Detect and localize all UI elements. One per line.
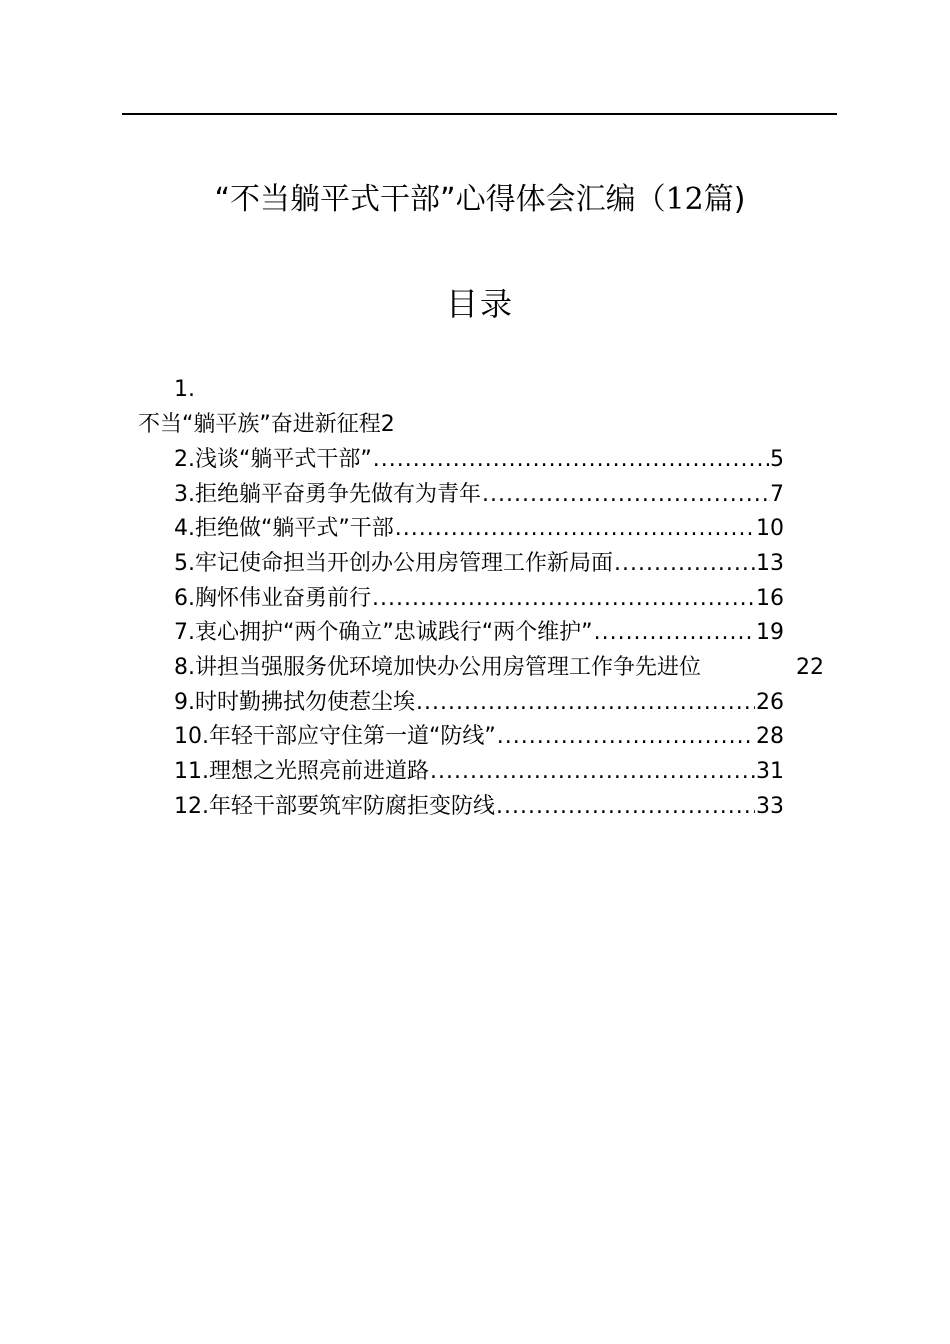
document-title-prefix: “不当躺平式干部”心得体会汇编（ — [214, 182, 666, 217]
toc-entry-10[interactable] — [174, 722, 784, 752]
toc-entry-title: 8.讲担当强服务优环境加快办公用房管理工作争先进位 — [174, 655, 701, 680]
toc-entry-page: 26 — [756, 690, 784, 715]
toc-entry-title: 6.胸怀伟业奋勇前行 — [174, 586, 371, 611]
toc-entry-7[interactable] — [174, 618, 784, 648]
toc-entry-12[interactable] — [174, 792, 784, 822]
toc-entry-title: 4.拒绝做“躺平式”干部 — [174, 516, 394, 541]
toc-entry-2[interactable] — [174, 445, 784, 475]
toc-entry-title: 9.时时勤拂拭勿使惹尘埃 — [174, 690, 415, 715]
toc-dot-leader — [373, 445, 769, 475]
toc-entry-page: 28 — [756, 724, 784, 749]
toc-entry-5[interactable] — [174, 549, 784, 579]
toc-dot-leader — [497, 722, 755, 752]
toc-entry-1-number: 1. — [174, 377, 195, 402]
toc-entry-page: 22 — [796, 655, 824, 680]
toc-entry-8[interactable] — [174, 653, 824, 683]
toc-dot-leader — [496, 792, 755, 822]
toc-entry-1-page: 2 — [380, 412, 395, 437]
toc-dot-leader — [372, 584, 755, 614]
toc-entry-page: 7 — [770, 482, 784, 507]
toc-dot-leader — [614, 549, 755, 579]
toc-entry-title: 5.牢记使命担当开创办公用房管理工作新局面 — [174, 551, 613, 576]
toc-entry-1[interactable] — [138, 410, 395, 440]
toc-dot-leader — [395, 514, 755, 544]
toc-entry-page: 33 — [756, 794, 784, 819]
toc-entry-page: 31 — [756, 759, 784, 784]
toc-entry-title: 12.年轻干部要筑牢防腐拒变防线 — [174, 794, 495, 819]
toc-dot-leader — [594, 618, 755, 648]
toc-entry-title: 2.浅谈“躺平式干部” — [174, 447, 372, 472]
toc-entry-title: 10.年轻干部应守住第一道“防线” — [174, 724, 496, 749]
toc-entry-page: 5 — [770, 447, 784, 472]
toc-entry-page: 13 — [756, 551, 784, 576]
toc-entry-title: 11.理想之光照亮前进道路 — [174, 759, 429, 784]
toc-entry-page: 10 — [756, 516, 784, 541]
toc-heading: 目录 — [445, 285, 514, 323]
toc-entry-4[interactable] — [174, 514, 784, 544]
toc-entry-11[interactable] — [174, 757, 784, 787]
document-title-count: 12 — [665, 182, 704, 217]
toc-entry-9[interactable] — [174, 688, 784, 718]
toc-entry-page: 16 — [756, 586, 784, 611]
toc-entry-3[interactable] — [174, 480, 784, 510]
toc-dot-leader — [482, 480, 769, 510]
toc-dot-leader — [430, 757, 755, 787]
toc-entry-title: 3.拒绝躺平奋勇争先做有为青年 — [174, 482, 481, 507]
toc-entry-6[interactable] — [174, 584, 784, 614]
toc-entry-title: 7.衷心拥护“两个确立”忠诚践行“两个维护” — [174, 620, 593, 645]
toc-entry-1-title: 不当“躺平族”奋进新征程 — [138, 412, 381, 437]
document-title-suffix: 篇) — [703, 182, 746, 217]
toc-dot-leader — [416, 688, 755, 718]
toc-entry-page: 19 — [756, 620, 784, 645]
